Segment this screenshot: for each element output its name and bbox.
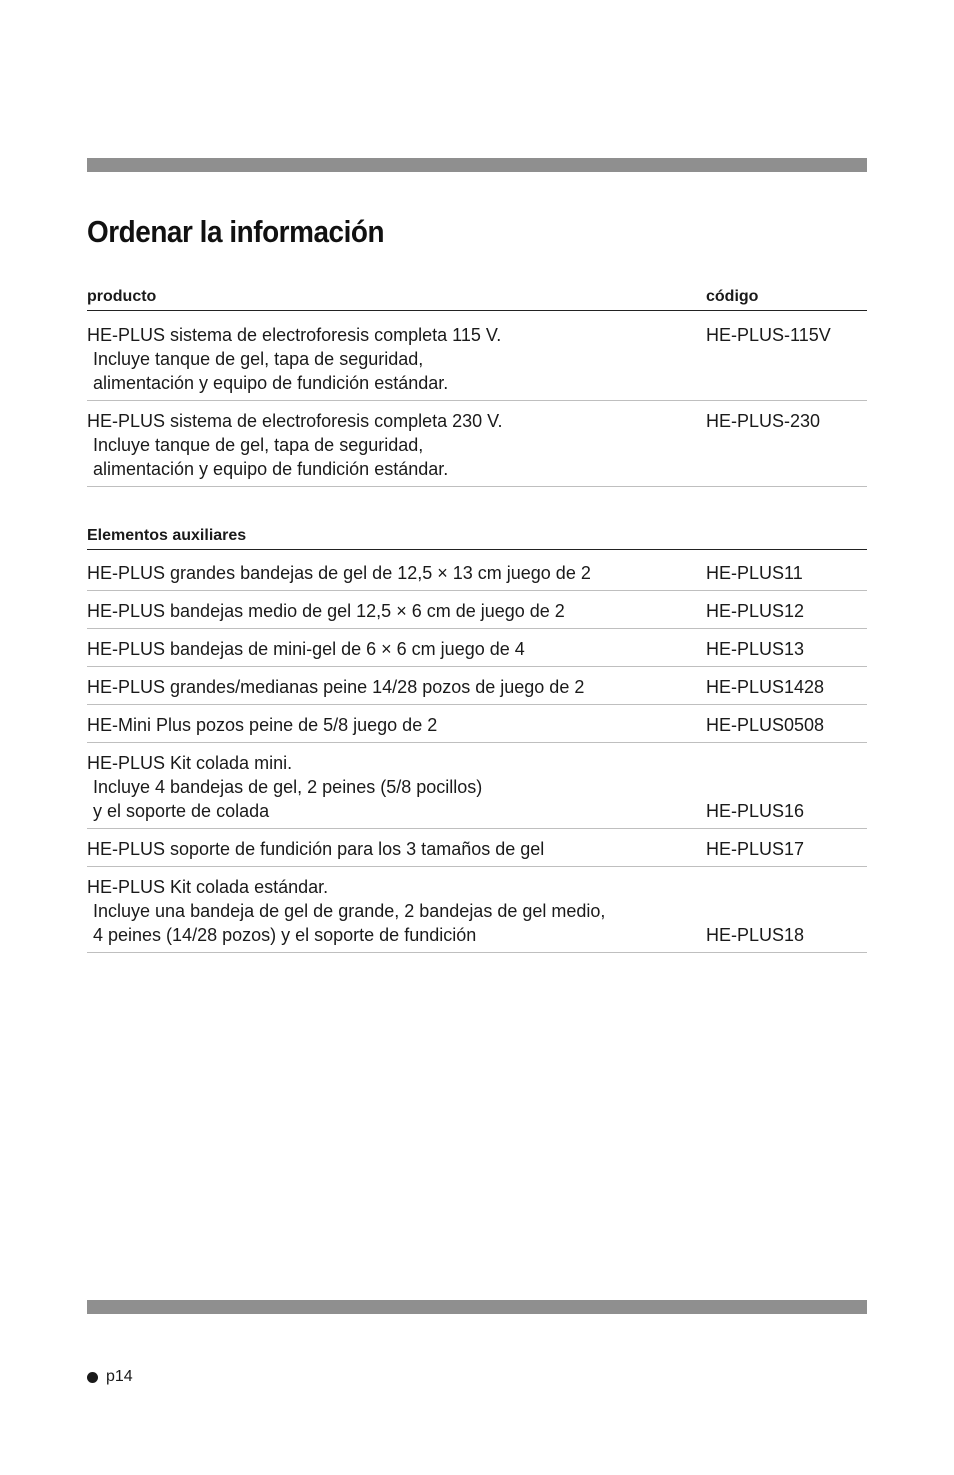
row-description	[87, 751, 706, 823]
product-table-header	[87, 288, 867, 311]
row-line: alimentación y equipo de fundición estándar.	[93, 373, 449, 393]
row-line: Incluye tanque de gel, tapa de seguridad,	[93, 349, 424, 369]
table-row	[87, 705, 867, 743]
table-row	[87, 591, 867, 629]
row-line: Incluye 4 bandejas de gel, 2 peines (5/8 pocillos)	[93, 777, 483, 797]
table-row	[87, 629, 867, 667]
bottom-divider-bar	[87, 1300, 867, 1314]
row-line: HE-PLUS sistema de electroforesis completa 115 V.	[87, 325, 502, 345]
row-line: alimentación y equipo de fundición estándar.	[93, 459, 449, 479]
row-description: HE-Mini Plus pozos peine de 5/8 juego de 2	[87, 715, 438, 735]
row-line: HE-PLUS Kit colada estándar.	[87, 877, 329, 897]
row-code: HE-PLUS0508	[706, 715, 825, 735]
table-row	[87, 867, 867, 953]
row-code: HE-PLUS11	[706, 563, 803, 583]
table-row	[87, 667, 867, 705]
bullet-icon	[87, 1372, 98, 1383]
row-code: HE-PLUS16	[706, 801, 805, 821]
table-row	[87, 311, 867, 401]
row-code: HE-PLUS17	[706, 839, 805, 859]
row-line: HE-PLUS sistema de electroforesis completa 230 V.	[87, 411, 503, 431]
table-row	[87, 401, 867, 487]
row-line: HE-PLUS Kit colada mini.	[87, 753, 293, 773]
page-title: Ordenar la información	[87, 214, 385, 249]
row-line: y el soporte de colada	[93, 801, 270, 821]
row-code: HE-PLUS18	[706, 925, 805, 945]
aux-section	[87, 527, 867, 953]
table-row	[87, 829, 867, 867]
row-description: HE-PLUS bandejas de mini-gel de 6 × 6 cm juego de 4	[87, 639, 525, 659]
page-number: p14	[106, 1368, 133, 1385]
row-description: HE-PLUS bandejas medio de gel 12,5 × 6 cm de juego de 2	[87, 601, 565, 621]
row-line: Incluye tanque de gel, tapa de seguridad,	[93, 435, 424, 455]
row-description: HE-PLUS grandes bandejas de gel de 12,5 × 13 cm juego de 2	[87, 563, 591, 583]
row-code: HE-PLUS-115V	[706, 325, 831, 345]
header-product: producto	[87, 288, 157, 305]
header-code: código	[706, 288, 759, 305]
row-description: HE-PLUS soporte de fundición para los 3 tamaños de gel	[87, 839, 545, 859]
row-description	[87, 409, 706, 481]
row-code: HE-PLUS13	[706, 639, 805, 659]
row-description: HE-PLUS grandes/medianas peine 14/28 pozos de juego de 2	[87, 677, 585, 697]
row-description	[87, 323, 706, 395]
top-divider-bar	[87, 158, 867, 172]
aux-table-header	[87, 527, 867, 550]
row-code: HE-PLUS12	[706, 601, 805, 621]
page-footer	[87, 1368, 133, 1386]
product-section	[87, 288, 867, 487]
table-row	[87, 550, 867, 591]
row-code: HE-PLUS1428	[706, 677, 825, 697]
header-aux: Elementos auxiliares	[87, 527, 247, 544]
row-line: Incluye una bandeja de gel de grande, 2 bandejas de gel medio,	[93, 901, 606, 921]
table-row	[87, 743, 867, 829]
row-code: HE-PLUS-230	[706, 411, 821, 431]
row-line: 4 peines (14/28 pozos) y el soporte de fundición	[93, 925, 477, 945]
row-description	[87, 875, 706, 947]
